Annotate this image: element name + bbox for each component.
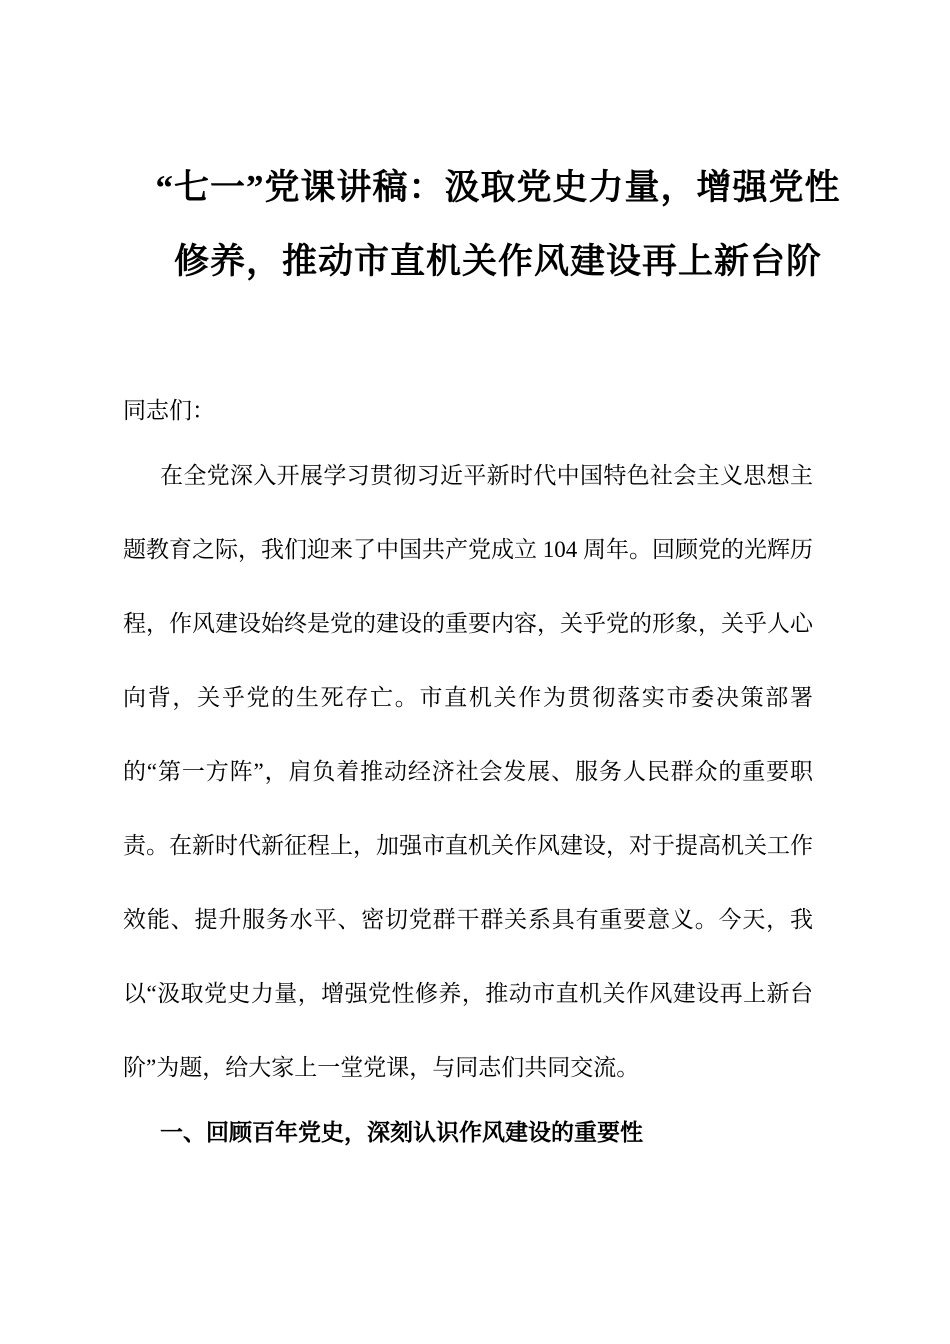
body-paragraph: 在全党深入开展学习贯彻习近平新时代中国特色社会主义思想主题教育之际，我们迎来了中国共产党成立 104 周年。回顾党的光辉历程，作风建设始终是党的建设的重要内容，关乎党的形象，关乎人心向背，关乎党的生死存亡。市直机关作为贯彻落实市委决策部署的“第一方阵”，肩负着推动经济社会发展、服务人民群众的重要职责。在新时代新征程上，加强市直机关作风建设，对于提高机关工作效能、提升服务水平、密切党群干群关系具有重要意义。今天，我以“汲取党史力量，增强党性修养，推动市直机关作风建设再上新台阶”为题，给大家上一堂党课，与同志们共同交流。 — [123, 463, 813, 1080]
greeting-line: 同志们： — [123, 398, 215, 423]
doc-title-line-1: “七一”党课讲稿：汲取党史力量，增强党性 — [155, 168, 841, 207]
doc-title — [123, 151, 843, 299]
doc-title-line-2: 修养，推动市直机关作风建设再上新台阶 — [173, 242, 822, 281]
section-heading-1: 一、回顾百年党史，深刻认识作风建设的重要性 — [160, 1119, 643, 1145]
